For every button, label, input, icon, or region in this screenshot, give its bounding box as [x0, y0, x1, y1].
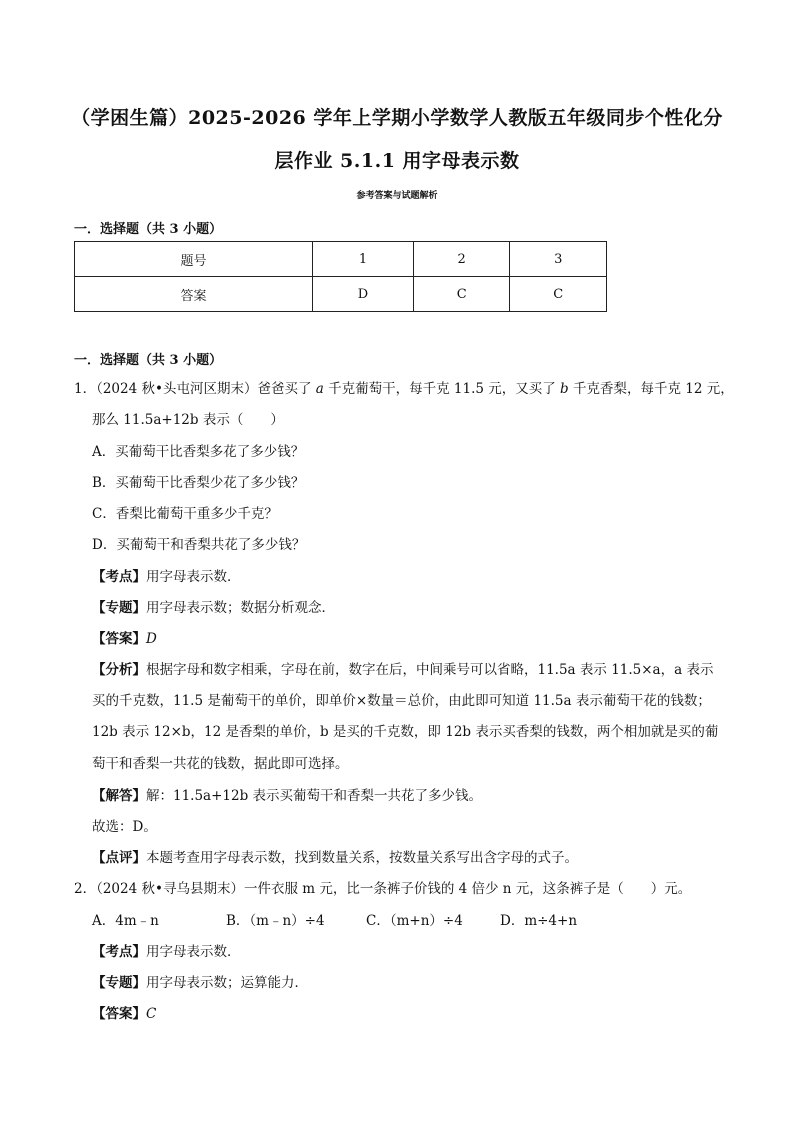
question-2-zhuanti: 【专题】用字母表示数；运算能力． [92, 975, 308, 991]
question-1-zhuanti: 【专题】用字母表示数；数据分析观念． [92, 600, 335, 616]
table-cell: 3 [510, 242, 607, 277]
document-title-line-1: （学困生篇）2025-2026 学年上学期小学数学人教版五年级同步个性化分 [71, 107, 723, 129]
question-1-option-a: A．买葡萄干比香梨多花了多少钱？ [92, 444, 305, 460]
table-row [75, 242, 607, 277]
question-1-analysis-line-2: 买的千克数，11.5 是葡萄干的单价，即单价×数量＝总价，由此即可知道 11.5a 表示葡萄干花的钱数； [92, 693, 711, 709]
variable-a: a [315, 381, 324, 397]
question-1-answer: 【答案】D [92, 631, 157, 647]
table-cell: 题号 [75, 242, 313, 277]
table-cell: 1 [313, 242, 414, 277]
table-cell: 2 [413, 242, 510, 277]
question-1-comment: 【点评】本题考查用字母表示数，找到数量关系，按数量关系写出含字母的式子。 [92, 850, 578, 866]
question-2-option-a: A．4m﹣n [92, 913, 159, 929]
question-2-option-d: D．m÷4+n [500, 913, 578, 929]
table-cell: 答案 [75, 277, 313, 312]
table-cell: D [313, 277, 414, 312]
question-1-analysis-line-3: 12b 表示 12×b，12 是香梨的单价，b 是买的千克数，即 12b 表示买香梨的钱数，两个相加就是买的葡 [92, 724, 719, 740]
table-row [75, 277, 607, 312]
question-1-option-c: C．香梨比葡萄干重多少千克？ [92, 506, 278, 522]
question-1-option-b: B．买葡萄干比香梨少花了多少钱？ [92, 475, 305, 491]
document-title-line-2: 层作业 5.1.1 用字母表示数 [274, 150, 520, 172]
question-2-kaodian: 【考点】用字母表示数． [92, 944, 241, 960]
answer-table [74, 241, 607, 312]
question-1-choice: 故选：D。 [92, 819, 157, 835]
question-1-analysis-line-1: 【分析】根据字母和数字相乘，字母在前，数字在后，中间乘号可以省略，11.5a 表示 11.5×a，a 表示 [92, 662, 714, 678]
question-1-kaodian: 【考点】用字母表示数． [92, 569, 241, 585]
section-heading-summary: 一．选择题（共 3 小题） [74, 222, 223, 237]
question-2-option-c: C．（m+n）÷4 [366, 913, 463, 929]
question-1-stem-line-2: 那么 11.5a+12b 表示（ ） [92, 412, 284, 428]
table-cell: C [510, 277, 607, 312]
question-1-analysis-line-4: 萄干和香梨一共花的钱数，据此即可选择。 [92, 756, 349, 772]
question-1-stem-line-1: 1．（2024 秋•头屯河区期末）爸爸买了 a 千克葡萄干，每千克 11.5 元，又买了 b 千克香梨，每千克 12 元， [74, 381, 734, 397]
section-heading-detail: 一．选择题（共 3 小题） [74, 353, 223, 368]
document-subtitle: 参考答案与试题解析 [356, 191, 438, 201]
question-2-answer: 【答案】C [92, 1006, 157, 1022]
question-1-solution: 【解答】解：11.5a+12b 表示买葡萄干和香梨一共花了多少钱。 [92, 788, 483, 804]
variable-b: b [560, 381, 569, 397]
question-1-option-d: D．买葡萄干和香梨共花了多少钱？ [92, 537, 306, 553]
table-cell: C [413, 277, 510, 312]
question-2-option-b: B．（m﹣n）÷4 [226, 913, 325, 929]
question-2-stem: 2．（2024 秋•寻乌县期末）一件衣服 m 元，比一条裤子价钱的 4 倍少 n 元，这条裤子是（ ）元。 [74, 881, 692, 897]
